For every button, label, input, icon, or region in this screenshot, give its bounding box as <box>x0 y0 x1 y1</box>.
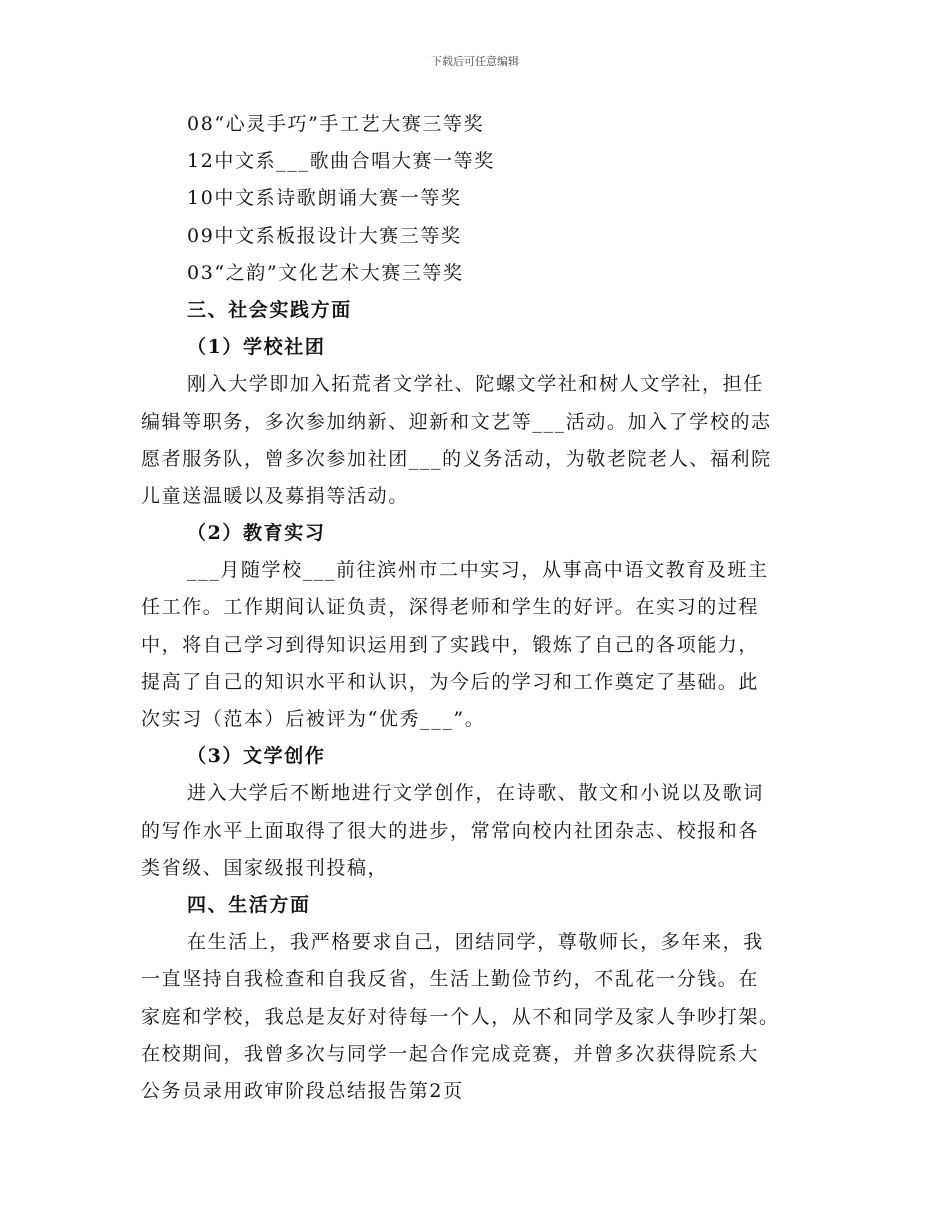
paragraph-line: 在校期间，我曾多次与同学一起合作完成竞赛，并曾多次获得院系大 <box>141 1042 760 1065</box>
paragraph-line: 儿童送温暖以及募捐等活动。 <box>141 484 409 507</box>
paragraph-line: 类省级、国家级报刊投稿， <box>141 856 389 879</box>
section-heading-social-practice: 三、社会实践方面 <box>187 298 352 321</box>
award-line: 09中文系板报设计大赛三等奖 <box>187 224 462 247</box>
paragraph-line: 进入大学后不断地进行文学创作，在诗歌、散文和小说以及歌词 <box>187 782 764 805</box>
paragraph-line: 任工作。工作期间认证负责，深得老师和学生的好评。在实习的过程 <box>141 596 760 619</box>
document-body <box>141 106 813 1110</box>
paragraph-line: ___月随学校___前往滨州市二中实习，从事高中语文教育及班主 <box>187 559 769 582</box>
award-line: 10中文系诗歌朗诵大赛一等奖 <box>187 187 462 210</box>
section-heading-life: 四、生活方面 <box>187 893 311 916</box>
subheading-school-clubs: （1）学校社团 <box>187 336 326 359</box>
paragraph-line: 次实习（范本）后被评为“优秀___”。 <box>141 708 486 730</box>
paragraph-line: 中，将自己学习到得知识运用到了实践中，锻炼了自己的各项能力， <box>141 633 760 656</box>
award-line: 08“心灵手巧”手工艺大赛三等奖 <box>187 113 485 135</box>
page-footer-line: 公务员录用政审阶段总结报告第2页 <box>141 1079 464 1102</box>
subheading-teaching-internship: （2）教育实习 <box>187 522 326 545</box>
paragraph-line: 提高了自己的知识水平和认识，为今后的学习和工作奠定了基础。此 <box>141 670 760 693</box>
award-line: 03“之韵”文化艺术大赛三等奖 <box>187 261 464 284</box>
paragraph-line: 一直坚持自我检查和自我反省，生活上勤俭节约，不乱花一分钱。在 <box>141 968 760 991</box>
paragraph-line: 编辑等职务，多次参加纳新、迎新和文艺等___活动。加入了学校的志 <box>141 410 772 433</box>
paragraph-line: 家庭和学校，我总是友好对待每一个人，从不和同学及家人争吵打架。 <box>141 1005 780 1028</box>
paragraph-line: 愿者服务队，曾多次参加社团___的义务活动，为敬老院老人、福利院 <box>141 447 772 470</box>
subheading-literary-creation: （3）文学创作 <box>187 745 326 768</box>
paragraph-line: 的写作水平上面取得了很大的进步，常常向校内社团杂志、校报和各 <box>141 819 760 842</box>
award-line: 12中文系___歌曲合唱大赛一等奖 <box>187 150 495 173</box>
paragraph-line: 刚入大学即加入拓荒者文学社、陀螺文学社和树人文学社，担任 <box>187 373 764 396</box>
paragraph-line: 在生活上，我严格要求自己，团结同学，尊敬师长，多年来，我 <box>187 931 764 954</box>
page-header: 下载后可任意编辑 <box>431 55 519 68</box>
